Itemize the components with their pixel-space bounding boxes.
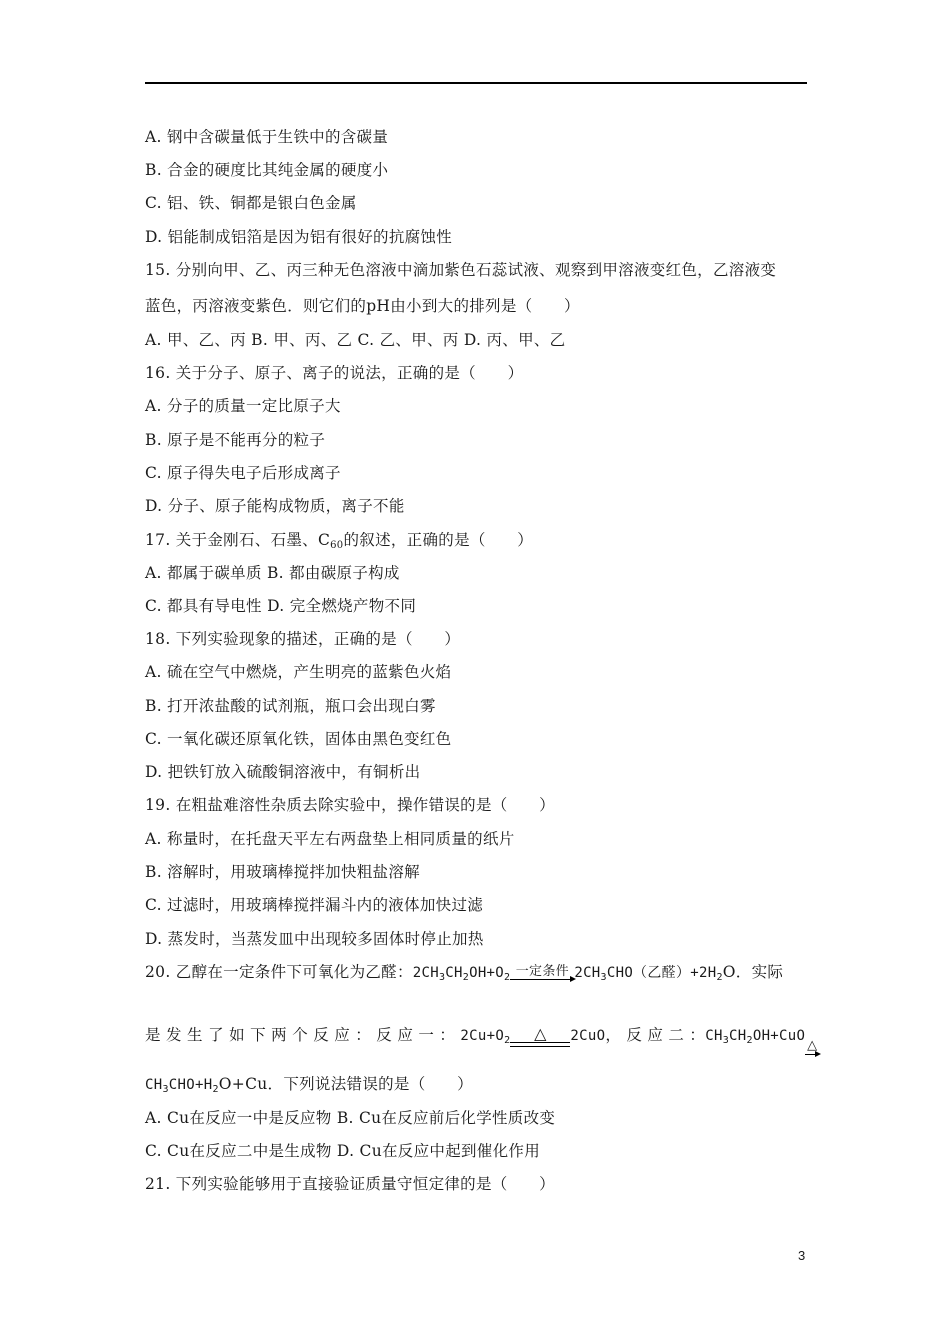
text-line: C. Cu在反应二中是生成物 D. Cu在反应中起到催化作用 bbox=[145, 1142, 541, 1160]
text-line: D. 铝能制成铝箔是因为铝有很好的抗腐蚀性 bbox=[145, 228, 453, 246]
text-line: 19. 在粗盐难溶性杂质去除实验中，操作错误的是（ ） bbox=[145, 796, 555, 814]
heat-triangle-icon: △ bbox=[534, 1024, 547, 1043]
condition-arrow bbox=[510, 965, 574, 980]
text-line: C. 原子得失电子后形成离子 bbox=[145, 464, 341, 482]
q20-line-2 bbox=[145, 1025, 819, 1051]
text-line: C. 一氧化碳还原氧化铁，固体由黑色变红色 bbox=[145, 730, 452, 748]
text-line: A. 称量时，在托盘天平左右两盘垫上相同质量的纸片 bbox=[145, 830, 515, 848]
text-line: B. 合金的硬度比其纯金属的硬度小 bbox=[145, 161, 389, 179]
text-line: 16. 关于分子、原子、离子的说法，正确的是（ ） bbox=[145, 364, 524, 382]
heat-sign-2 bbox=[805, 1038, 819, 1055]
text-line: D. 分子、原子能构成物质，离子不能 bbox=[145, 497, 405, 515]
text-line: B. 打开浓盐酸的试剂瓶，瓶口会出现白雾 bbox=[145, 697, 436, 715]
q20-line-1 bbox=[145, 962, 783, 988]
text-line: C. 过滤时，用玻璃棒搅拌漏斗内的液体加快过滤 bbox=[145, 896, 484, 914]
q20-reaction-2-product: $CH_3CHO+H_2$ bbox=[145, 1077, 219, 1095]
q20-tail: O．实际 bbox=[722, 963, 784, 981]
q20-intro: 20. 乙醇在一定条件下可氧化为乙醛： bbox=[145, 963, 413, 981]
text-line: A. 硫在空气中燃烧，产生明亮的蓝紫色火焰 bbox=[145, 663, 452, 681]
text-line: C. 铝、铁、铜都是银白色金属 bbox=[145, 194, 357, 212]
q20-question: O+Cu．下列说法错误的是（ ） bbox=[218, 1075, 473, 1093]
q20-eq-product: $2CH_3CHO$（乙醛）$+2H_2$ bbox=[574, 965, 723, 983]
text-line: D. 蒸发时，当蒸发皿中出现较多固体时停止加热 bbox=[145, 930, 484, 948]
heat-sign-1 bbox=[510, 1026, 570, 1047]
text-line: 18. 下列实验现象的描述，正确的是（ ） bbox=[145, 630, 461, 648]
text-line: D. 把铁钉放入硫酸铜溶液中，有铜析出 bbox=[145, 763, 421, 781]
text-line: C. 都具有导电性 D. 完全燃烧产物不同 bbox=[145, 597, 417, 615]
q20-reaction-1-product: 2CuO bbox=[570, 1028, 606, 1044]
q20-line-3 bbox=[145, 1074, 473, 1100]
text-line: 蓝色，丙溶液变紫色．则它们的pH由小到大的排列是（ ） bbox=[145, 297, 580, 315]
text-line: 15. 分别向甲、乙、丙三种无色溶液中滴加紫色石蕊试液、观察到甲溶液变红色，乙溶液变 bbox=[145, 261, 777, 279]
q20-reaction-2: $CH_3CH_2OH+CuO$ bbox=[705, 1028, 806, 1046]
text-line: A. 甲、乙、丙 B. 甲、丙、乙 C. 乙、甲、丙 D. 丙、甲、乙 bbox=[145, 331, 566, 349]
page-number: 3 bbox=[798, 1248, 806, 1263]
q20-line2-intro: 是 发 生 了 如 下 两 个 反 应 ： 反 应 一 ： bbox=[145, 1026, 456, 1044]
text-line: A. 分子的质量一定比原子大 bbox=[145, 397, 341, 415]
text-line: 21. 下列实验能够用于直接验证质量守恒定律的是（ ） bbox=[145, 1175, 555, 1193]
q20-reaction-1: $2Cu+O_2$ bbox=[460, 1028, 511, 1046]
heat-triangle-small-icon: △ bbox=[807, 1038, 818, 1053]
text-line: A. 都属于碳单质 B. 都由碳原子构成 bbox=[145, 564, 400, 582]
text-line: A. 钢中含碳量低于生铁中的含碳量 bbox=[145, 128, 389, 146]
condition-label: 一定条件 bbox=[515, 964, 569, 979]
q20-eq-ethanol: $2CH_3CH_2OH+O_2$ bbox=[412, 965, 511, 983]
q20-line2-mid: ， 反 应 二 ： bbox=[605, 1026, 706, 1044]
text-line: 17. 关于金刚石、石墨、$C_{60}$的叙述，正确的是（ ） bbox=[145, 531, 534, 551]
text-line: B. 溶解时，用玻璃棒搅拌加快粗盐溶解 bbox=[145, 863, 420, 881]
text-line: A. Cu在反应一中是反应物 B. Cu在反应前后化学性质改变 bbox=[145, 1109, 556, 1127]
text-line: B. 原子是不能再分的粒子 bbox=[145, 431, 326, 449]
header-rule bbox=[145, 82, 807, 84]
